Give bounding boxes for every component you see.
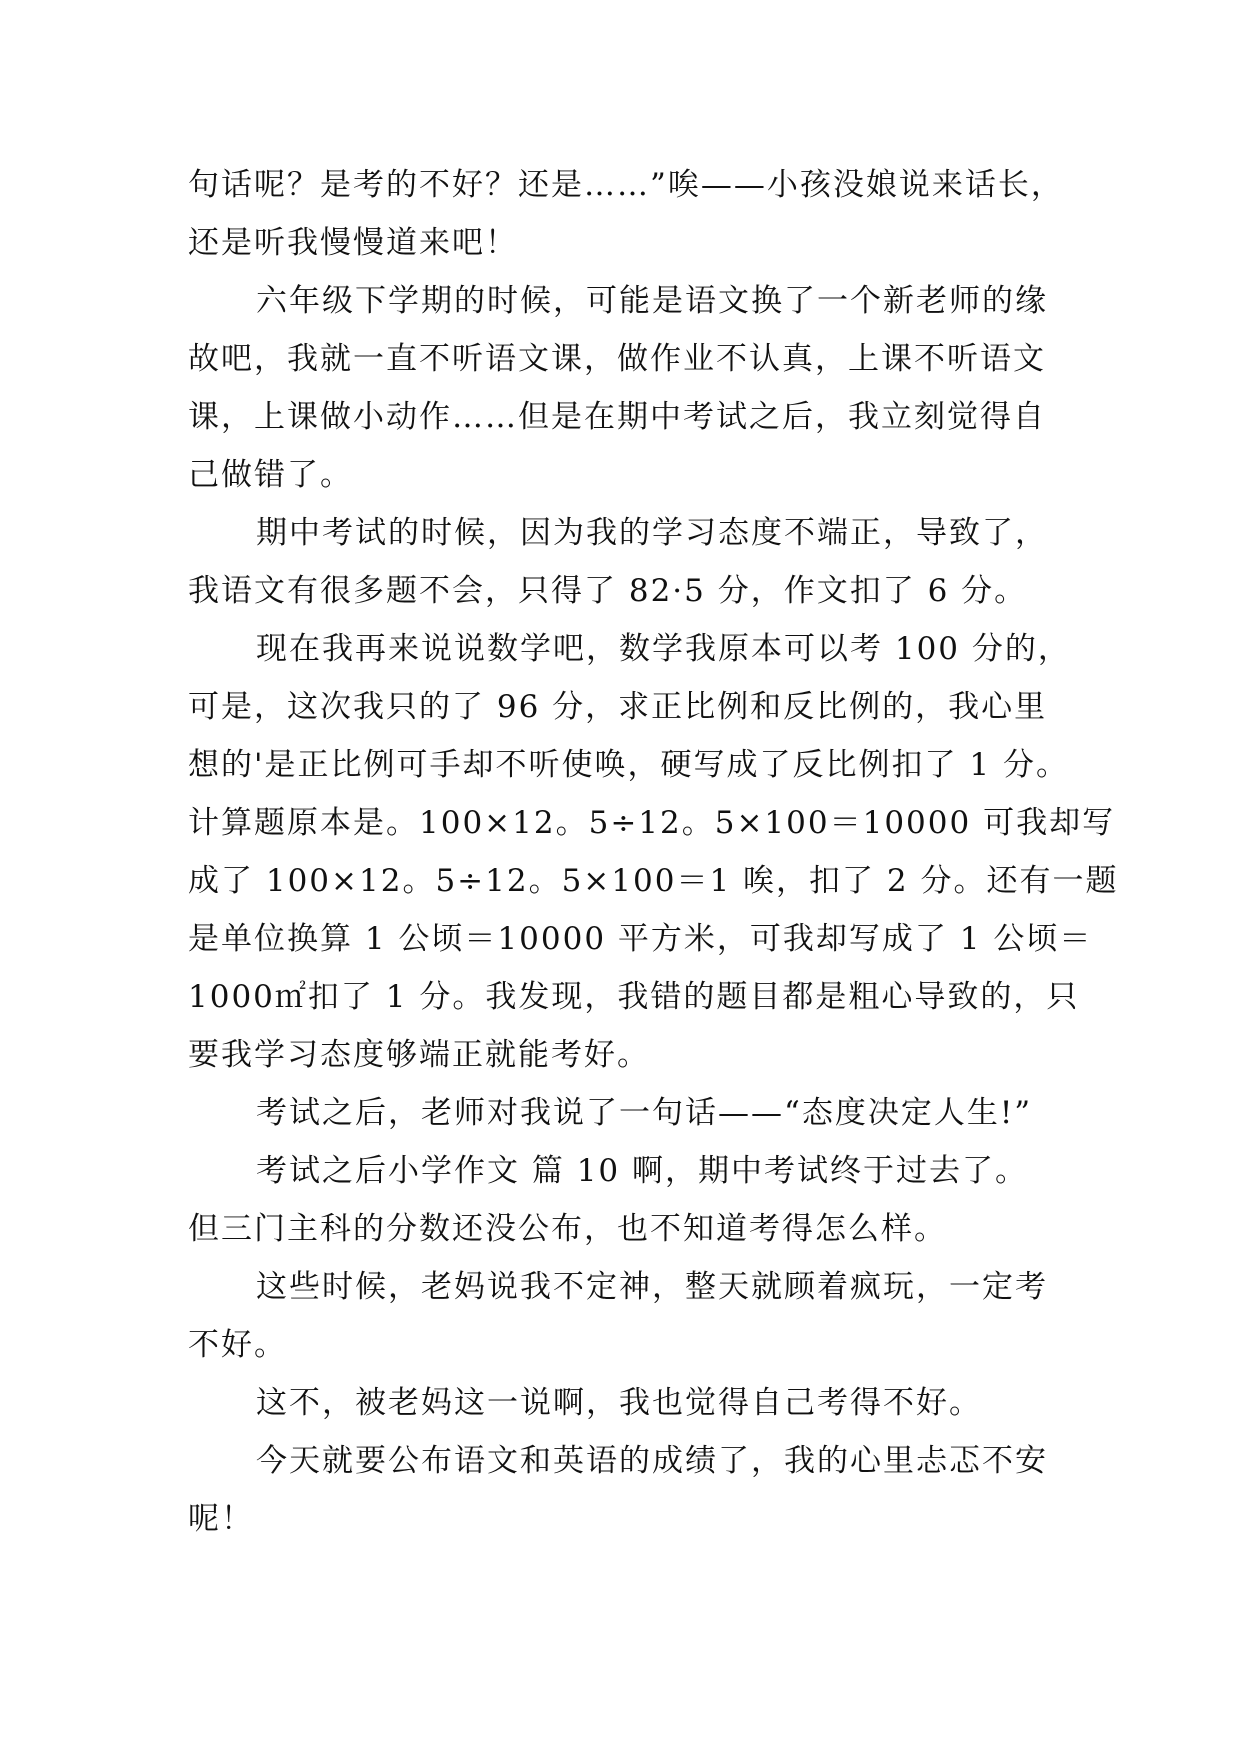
text-line: 想的'是正比例可手却不听使唤，硬写成了反比例扣了 1 分。 bbox=[188, 747, 1069, 783]
text-line: 要我学习态度够端正就能考好。 bbox=[188, 1037, 650, 1073]
text-line: 呢！ bbox=[188, 1501, 254, 1537]
paragraph-first-line: 六年级下学期的时候，可能是语文换了一个新老师的缘 bbox=[256, 283, 1048, 319]
text-line: 不好。 bbox=[188, 1327, 287, 1363]
paragraph-first-line: 考试之后，老师对我说了一句话——“态度决定人生!” bbox=[256, 1095, 1033, 1131]
text-line: 1000㎡扣了 1 分。我发现，我错的题目都是粗心导致的，只 bbox=[188, 979, 1080, 1015]
text-line: 成了 100×12。5÷12。5×100＝1 唉，扣了 2 分。还有一题 bbox=[188, 863, 1119, 899]
text-line: 可是，这次我只的了 96 分，求正比例和反比例的，我心里 bbox=[188, 689, 1048, 725]
text-line: 课，上课做小动作……但是在期中考试之后，我立刻觉得自 bbox=[188, 399, 1046, 435]
paragraph-first-line: 这不，被老妈这一说啊，我也觉得自己考得不好。 bbox=[256, 1385, 982, 1421]
paragraph-first-line: 现在我再来说说数学吧，数学我原本可以考 100 分的， bbox=[256, 631, 1071, 667]
text-line: 我语文有很多题不会，只得了 82·5 分，作文扣了 6 分。 bbox=[188, 573, 1028, 609]
text-line: 是单位换算 1 公顷＝10000 平方米，可我却写成了 1 公顷＝ bbox=[188, 921, 1093, 957]
text-line: 句话呢？是考的不好？还是……”唉——小孩没娘说来话长， bbox=[188, 167, 1064, 203]
text-line: 但三门主科的分数还没公布，也不知道考得怎么样。 bbox=[188, 1211, 947, 1247]
section-heading-line: 考试之后小学作文 篇 10 啊，期中考试终于过去了。 bbox=[256, 1153, 1029, 1189]
text-line: 计算题原本是。100×12。5÷12。5×100＝10000 可我却写 bbox=[188, 805, 1116, 841]
text-line: 己做错了。 bbox=[188, 457, 353, 493]
paragraph-first-line: 这些时候，老妈说我不定神，整天就顾着疯玩，一定考 bbox=[256, 1269, 1048, 1305]
text-line: 还是听我慢慢道来吧！ bbox=[188, 225, 518, 261]
paragraph-first-line: 今天就要公布语文和英语的成绩了，我的心里忐忑不安 bbox=[256, 1443, 1048, 1479]
text-line: 故吧，我就一直不听语文课，做作业不认真，上课不听语文 bbox=[188, 341, 1046, 377]
paragraph-first-line: 期中考试的时候，因为我的学习态度不端正，导致了， bbox=[256, 515, 1048, 551]
